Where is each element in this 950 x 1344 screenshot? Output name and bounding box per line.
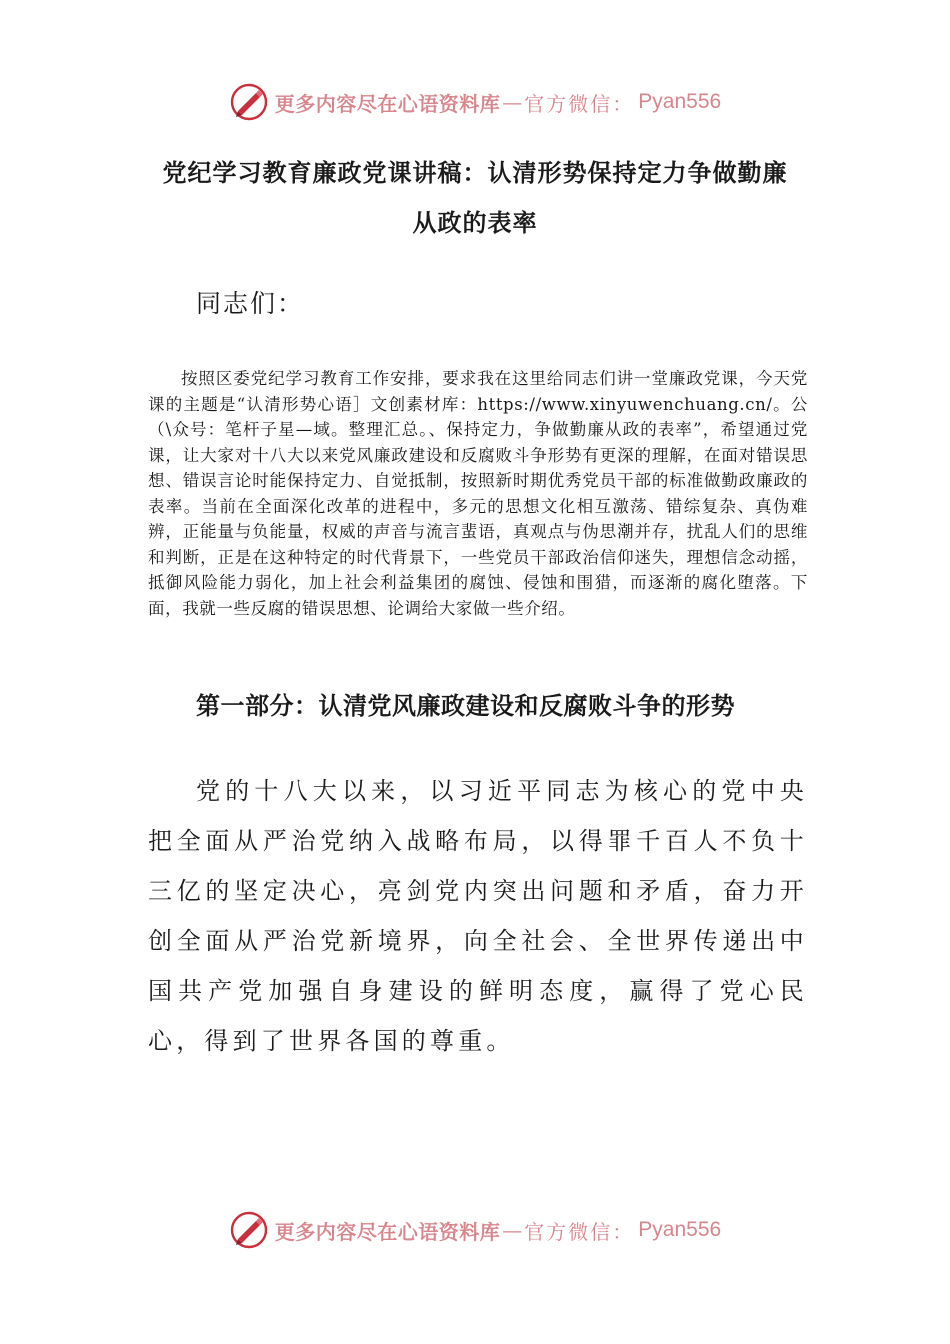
- banner-separator: —: [502, 1218, 523, 1242]
- banner-wechat-label: 官方微信：: [524, 91, 635, 116]
- header-banner: [0, 80, 950, 124]
- document-title-line-1: 党纪学习教育廉政党课讲稿：认清形势保持定力争做勤廉: [162, 158, 788, 187]
- banner-brand-text: 更多内容尽在心语资料库: [274, 91, 501, 116]
- banner-wechat-id: Pyan556: [638, 90, 722, 113]
- banner-wechat-id: Pyan556: [638, 1218, 722, 1241]
- footer-banner: [0, 1208, 950, 1252]
- salutation: 同志们：: [196, 289, 305, 318]
- section-1-paragraph: 党的十八大以来，以习近平同志为核心的党中央把全面从严治党纳入战略布局，以得罪千百人不负十三亿的坚定决心，亮剑党内突出问题和矛盾，奋力开创全面从严治党新境界，向全社会、全世界传递出中国共产党加强自身建设的鲜明态度，赢得了党心民心，得到了世界各国的尊重。: [148, 777, 808, 1055]
- pen-logo-icon: [229, 1210, 269, 1250]
- banner-separator: —: [502, 90, 523, 114]
- intro-paragraph: 按照区委党纪学习教育工作安排，要求我在这里给同志们讲一堂廉政党课，今天党课的主题是“认清形势心语］文创素材库：https://www.xinyuwenchuang.cn/。公（\众号：笔杆子星—域。整理汇总。、保持定力，争做勤廉从政的表率”，希望通过党课，让大家对十八大以来党风廉政建设和反腐败斗争形势有更深的理解，在面对错误思想、错误言论时能保持定力、自觉抵制，按照新时期优秀党员干部的标准做勤政廉政的表率。当前在全面深化改革的进程中，多元的思想文化相互激荡、错综复杂、真伪难辨，正能量与负能量，权威的声音与流言蜚语，真观点与伪思潮并存，扰乱人们的思维和判断，正是在这种特定的时代背景下，一些党员干部政治信仰迷失，理想信念动摇，抵御风险能力弱化，加上社会利益集团的腐蚀、侵蚀和围猎，而逐渐的腐化堕落。下面，我就一些反腐的错误思想、论调给大家做一些介绍。: [148, 369, 808, 618]
- pen-logo-icon: [229, 82, 269, 122]
- banner-brand-text: 更多内容尽在心语资料库: [274, 1219, 501, 1244]
- banner-wechat-label: 官方微信：: [524, 1219, 635, 1244]
- section-heading-1: 第一部分：认清党风廉政建设和反腐败斗争的形势: [196, 691, 735, 720]
- document-title-line-2: 从政的表率: [412, 208, 538, 237]
